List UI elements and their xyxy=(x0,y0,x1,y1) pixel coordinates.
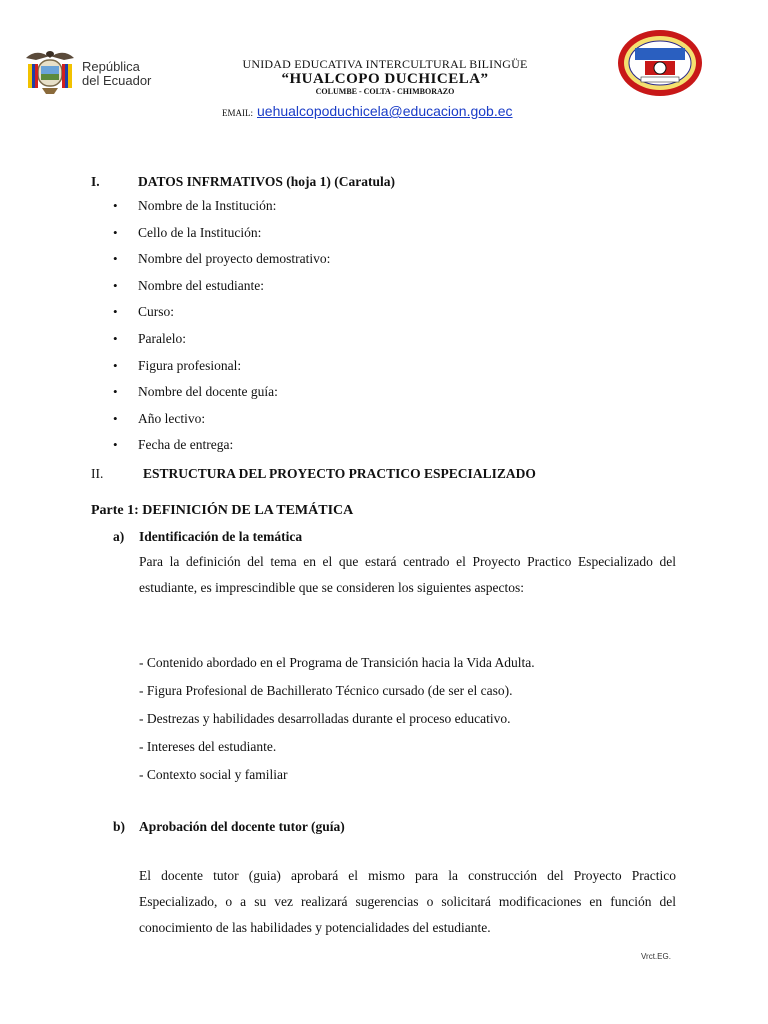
email-line xyxy=(222,103,513,119)
section-1-number: I. xyxy=(91,174,100,189)
list-item: - Destrezas y habilidades desarrolladas durante el proceso educativo. xyxy=(139,711,511,726)
subsection-a-letter: a) xyxy=(113,529,125,544)
list-item: - Intereses del estudiante. xyxy=(139,739,277,754)
subsection-a-title: Identificación de la temática xyxy=(139,529,303,544)
section-2-title: ESTRUCTURA DEL PROYECTO PRACTICO ESPECIALIZADO xyxy=(143,466,536,481)
subsection-b-title: Aprobación del docente tutor (guía) xyxy=(139,819,345,834)
list-item: • Figura profesional: xyxy=(113,358,330,385)
email-label: EMAIL: xyxy=(222,108,253,118)
school-line: UNIDAD EDUCATIVA INTERCULTURAL BILINGÜE xyxy=(242,57,528,71)
list-item: • Curso: xyxy=(113,304,330,331)
footer-initials: Vrct.EG. xyxy=(641,952,671,961)
list-item: • Nombre de la Institución: xyxy=(113,198,330,225)
list-item: - Contenido abordado en el Programa de Transición hacia la Vida Adulta. xyxy=(139,655,535,670)
school-name: “HUALCOPO DUCHICELA” xyxy=(281,71,489,87)
part-1-title: Parte 1: DEFINICIÓN DE LA TEMÁTICA xyxy=(91,503,354,518)
subsection-b-paragraph: El docente tutor (guia) aprobará el mismo para la construcción del Proyecto Practico Especializado, o a su vez realizará sugerencias o solicitará modificaciones en función del conocimiento de las habilidades y potencialidades del estudiante. xyxy=(139,868,676,935)
list-item: • Nombre del docente guía: xyxy=(113,384,330,411)
subsection-b-letter: b) xyxy=(113,819,126,834)
school-seal-icon xyxy=(615,28,705,98)
subsection-a-paragraph: Para la definición del tema en el que estará centrado el Proyecto Practico Especializado del estudiante, es imprescindible que se consideren los siguientes aspectos: xyxy=(139,554,676,595)
list-item: • Nombre del proyecto demostrativo: xyxy=(113,251,330,278)
list-item: - Contexto social y familiar xyxy=(139,767,288,782)
gov-logo-line-1: República xyxy=(82,59,140,74)
list-item: • Nombre del estudiante: xyxy=(113,278,330,305)
list-item: • Paralelo: xyxy=(113,331,330,358)
gov-logo-line-2: del Ecuador xyxy=(82,73,152,88)
section-1-list xyxy=(113,198,330,464)
list-item: - Figura Profesional de Bachillerato Técnico cursado (de ser el caso). xyxy=(139,683,513,698)
government-logo-text xyxy=(82,60,151,88)
school-location: COLUMBE - COLTA - CHIMBORAZO xyxy=(315,87,455,96)
email-link[interactable]: uehualcopoduchicela@educacion.gob.ec xyxy=(257,103,513,119)
section-1-title: DATOS INFRMATIVOS (hoja 1) (Caratula) xyxy=(138,174,395,189)
list-item: • Cello de la Institución: xyxy=(113,225,330,252)
section-2-number: II. xyxy=(91,466,104,481)
list-item: • Fecha de entrega: xyxy=(113,437,330,464)
list-item: • Año lectivo: xyxy=(113,411,330,438)
